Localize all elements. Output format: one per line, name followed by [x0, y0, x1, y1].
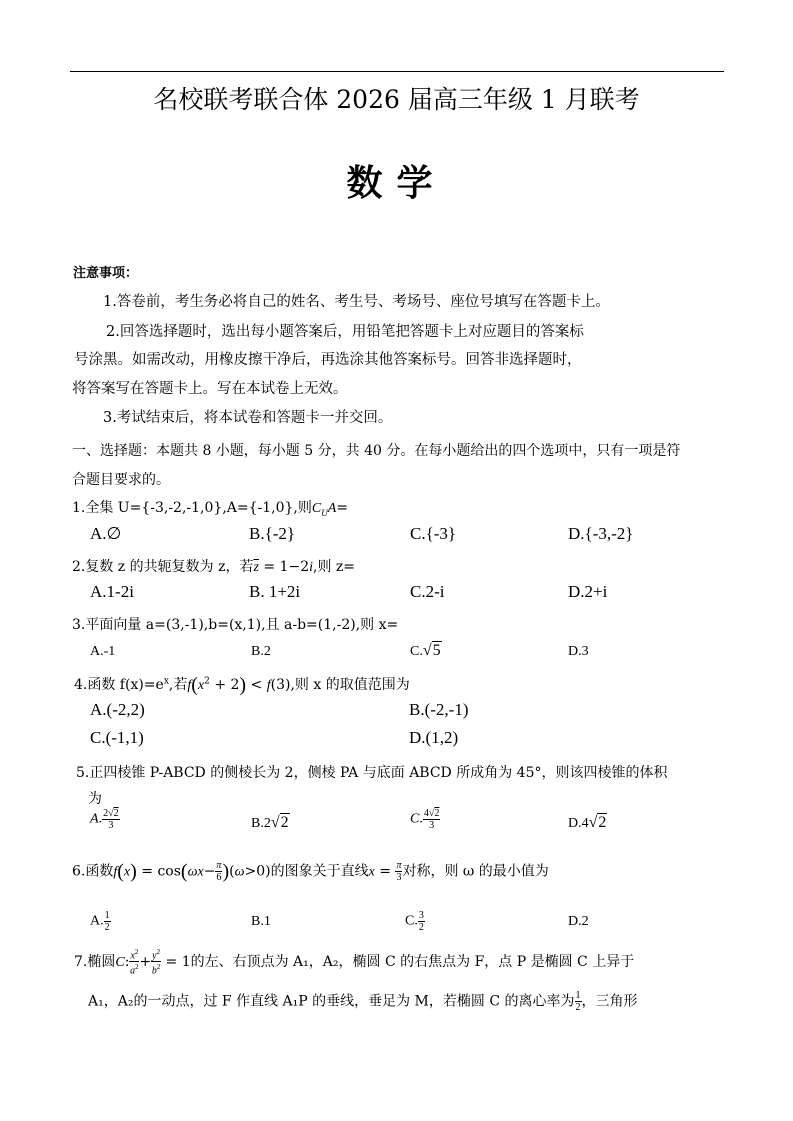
question-6-stem: 6.函数f(x) = cos(ωx− $\frac{\pi}{6}$ )(ω>0)的图象关于直线x = $\frac{\pi}{3}$ 对称，则 ω 的最小值为 — [72, 860, 549, 883]
notice-item-1: 1.答卷前，考生务必将自己的姓名、考生号、考场号、座位号填写在答题卡上。 — [103, 294, 610, 310]
question-6-option-c: C. $\frac{3}{2}$ — [405, 910, 424, 933]
question-5-option-d: D.4√2 — [568, 814, 607, 831]
question-2-stem: 2.复数 z 的共轭复数为 z，若$\overline{z} = 1-2i$,则 z= — [72, 559, 356, 575]
question-3-stem: 3.平面向量 a=(3,-1),b=(x,1),且 a-b=(1,-2),则 x= — [72, 617, 399, 633]
question-7-stem-line-2: A₁，A₂的一动点，过 F 作直线 A₁P 的垂线，垂足为 M，若椭圆 C 的离心率为 $\frac{1}{2}$ ，三角形 — [88, 990, 638, 1013]
question-1-option-c: C.{-3} — [410, 524, 457, 543]
question-1-option-a: A.∅ — [90, 524, 122, 543]
question-2-option-d: D.2+i — [568, 582, 608, 601]
question-2-option-b: B. 1+2i — [249, 582, 301, 601]
notice-heading: 注意事项： — [73, 266, 139, 281]
question-1-option-d: D.{-3,-2} — [568, 524, 634, 543]
question-5-option-a: A. $\frac{2√2}{3}$ — [90, 808, 119, 831]
question-6-option-d: D.2 — [568, 914, 589, 929]
question-4-stem: 4.函数 $f(x)=e^x$,若$f(x^2 + 2) < f(3)$,则 x 的取值范围为 — [74, 674, 410, 696]
question-3-option-c: C.√5 — [410, 642, 441, 659]
question-5-stem-line-1: 5.正四棱锥 P-ABCD 的侧棱长为 2，侧棱 PA 与底面 ABCD 所成角为 45°，则该四棱锥的体积 — [76, 765, 668, 781]
exam-title: 名校联考联合体 2026 届高三年级 1 月联考 — [153, 85, 640, 114]
question-2-option-c: C.2-i — [410, 582, 445, 601]
question-7-stem-line-1: 7.椭圆C: $\frac{x^2}{a^2}$ + $\frac{y^2}{b^2}$ = 1的左、右顶点为 A₁，A₂，椭圆 C 的右焦点为 F，点 P 是椭圆 C 上异于 — [74, 948, 635, 977]
notice-item-3: 3.考试结束后，将本试卷和答题卡一并交回。 — [103, 410, 393, 426]
question-3-option-d: D.3 — [568, 644, 589, 659]
header-rule — [70, 71, 724, 72]
question-4-option-c: C.(-1,1) — [90, 728, 144, 747]
question-3-option-a: A.-1 — [90, 644, 116, 659]
section-1-intro-line-1: 一、选择题：本题共 8 小题，每小题 5 分，共 40 分。在每小题给出的四个选项中，只有一项是符 — [72, 443, 681, 459]
question-6-option-a: A. $\frac{1}{2}$ — [90, 910, 110, 933]
question-5-option-b: B.2√2 — [251, 814, 289, 831]
notice-item-2-line-2: 号涂黑。如需改动，用橡皮擦干净后，再选涂其他答案标号。回答非选择题时， — [74, 352, 582, 368]
section-1-intro-line-2: 合题目要求的。 — [72, 472, 170, 488]
question-5-option-c: C. $\frac{4√2}{3}$ — [410, 808, 440, 831]
question-4-option-d: D.(1,2) — [409, 728, 459, 747]
notice-item-2-line-1: 2.回答选择题时，选出每小题答案后，用铅笔把答题卡上对应题目的答案标 — [106, 324, 584, 340]
question-4-option-a: A.(-2,2) — [90, 700, 145, 719]
question-6-option-b: B.1 — [251, 914, 271, 929]
question-1-stem: 1.全集 U={-3,-2,-1,0},A={-1,0},则$C_UA=$ — [72, 500, 349, 518]
question-2-option-a: A.1-2i — [90, 582, 134, 601]
question-3-option-b: B.2 — [251, 644, 271, 659]
notice-item-2-line-3: 将答案写在答题卡上。写在本试卷上无效。 — [72, 381, 348, 397]
question-5-stem-line-2: 为 — [88, 791, 102, 807]
question-4-option-b: B.(-2,-1) — [409, 700, 469, 719]
question-1-option-b: B.{-2} — [249, 524, 296, 543]
subject-title: 数学 — [346, 163, 447, 204]
